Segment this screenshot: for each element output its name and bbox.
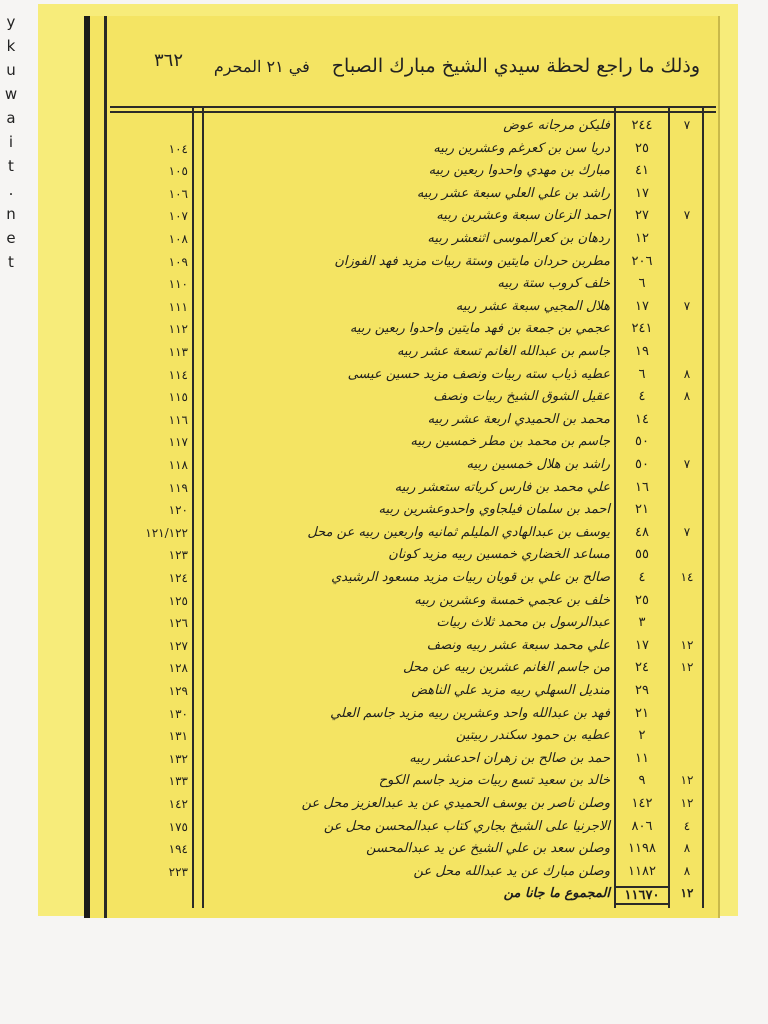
- entry-description: وصلن مبارك عن يد عبدالله محل عن: [413, 863, 610, 879]
- entry-description: فهد بن عبدالله واحد وعشرين ربيه مزيد جاسم العلي: [330, 705, 610, 721]
- entry-amount: ٢٧: [635, 208, 649, 224]
- ledger-row: [90, 613, 720, 636]
- entry-fraction: ٧: [683, 208, 691, 223]
- ledger-row: [90, 342, 720, 365]
- ledger-row: [90, 794, 720, 817]
- ledger-row: [90, 139, 720, 162]
- ledger-row: [90, 636, 720, 659]
- entry-reference: ١٢٩: [168, 684, 188, 698]
- page-title: وذلك ما راجع لحظة سيدي الشيخ مبارك الصباح: [331, 55, 700, 77]
- entry-description: عقيل الشوق الشيخ ربيات ونصف: [433, 389, 610, 405]
- entry-description: يوسف بن عبدالهادي المليلم ثمانيه واربعين ربيه عن محل: [307, 524, 610, 540]
- ledger-row: [90, 252, 720, 275]
- entry-fraction: ١٢: [680, 773, 694, 788]
- watermark-char: y: [6, 13, 16, 31]
- entry-fraction: ١٢: [680, 637, 694, 652]
- ledger-row: [90, 591, 720, 614]
- ledger-row: [90, 297, 720, 320]
- ledger-row: [90, 319, 720, 342]
- watermark-char: n: [6, 205, 16, 223]
- page-header: [150, 38, 700, 94]
- entry-reference: ١٩٤: [168, 842, 188, 857]
- ledger-row: [90, 658, 720, 681]
- ledger-row: [90, 523, 720, 546]
- entry-fraction: ٨: [683, 366, 691, 381]
- ledger-row: [90, 681, 720, 704]
- entry-reference: ١١٧: [168, 435, 188, 450]
- entry-reference: ١١٩: [168, 480, 188, 495]
- entry-description: خلف كروب ستة ربيه: [497, 276, 610, 292]
- entry-amount: ٦: [638, 276, 646, 292]
- entry-amount: ١٧: [635, 637, 649, 653]
- entry-reference: ١١٠: [168, 277, 188, 292]
- entry-amount: ٢٠٦: [631, 253, 653, 269]
- entry-description: خالد بن سعيد تسع ربيات مزيد جاسم الكوح: [378, 773, 610, 789]
- entry-reference: ١١١: [168, 299, 188, 314]
- entry-amount: ٦: [638, 366, 646, 382]
- entry-amount: ١٧: [635, 185, 649, 201]
- entry-reference: ١٢١/١٢٢: [145, 525, 188, 540]
- entry-fraction: ٧: [683, 524, 691, 539]
- entry-reference: ١٢٧: [168, 638, 188, 653]
- ledger-row: [90, 410, 720, 433]
- entry-amount: ٥٥: [635, 547, 649, 563]
- entry-reference: ١٠٤: [168, 141, 188, 156]
- entry-amount: ٤: [638, 389, 646, 405]
- entry-reference: ١١٤: [168, 367, 188, 382]
- entry-description: فليكن مرجانه عوض: [503, 118, 610, 133]
- entry-description: محمد بن الحميدي اربعة عشر ربيه: [427, 411, 610, 427]
- entry-amount: ٣: [638, 615, 646, 631]
- entry-description: وصلن سعد بن علي الشيخ عن يد عبدالمحسن: [366, 841, 610, 857]
- ledger-row: [90, 432, 720, 455]
- ledger-page: [84, 16, 720, 918]
- entry-fraction: ٨: [683, 841, 691, 856]
- ledger-row: [90, 206, 720, 229]
- total-row: [90, 884, 720, 907]
- entry-description: دريا سن بن كعرغم وعشرين ربيه: [433, 140, 610, 156]
- entry-description: احمد بن سلمان فيلجاوي واحدوعشرين ربيه: [378, 502, 610, 518]
- entry-amount: ٢٤١: [631, 321, 653, 337]
- entry-fraction: ١٤: [680, 570, 694, 584]
- entry-description: خلف بن عجمي خمسة وعشرين ربيه: [414, 592, 610, 608]
- entry-reference: ١٠٨: [168, 232, 188, 246]
- entry-reference: ١١٨: [168, 458, 188, 472]
- entry-description: مساعد الخضاري خمسين ربيه مزيد كونان: [388, 547, 610, 563]
- entry-fraction: ٧: [683, 457, 691, 471]
- watermark-char: a: [6, 109, 16, 127]
- entry-description: راشد بن هلال خمسين ربيه: [466, 457, 610, 472]
- entry-description: وصلن ناصر بن يوسف الحميدي عن يد عبدالعزيز محل عن: [301, 796, 610, 811]
- watermark-char: i: [8, 133, 14, 151]
- entry-amount: ٤٨: [635, 524, 649, 540]
- entry-amount: ٢١: [635, 502, 649, 518]
- entry-fraction: ٨: [683, 863, 691, 878]
- entry-reference: ١٧٥: [168, 819, 188, 834]
- header-rule: [110, 111, 716, 113]
- entry-reference: ٢٢٣: [168, 864, 188, 879]
- entry-amount: ١٧: [635, 298, 649, 314]
- header-rule: [110, 106, 716, 108]
- ledger-row: [90, 704, 720, 727]
- entry-amount: ٢١: [635, 705, 649, 721]
- ledger-row: [90, 116, 720, 139]
- entry-reference: ١٣١: [168, 729, 188, 744]
- ledger-row: [90, 545, 720, 568]
- scanned-sheet: [38, 4, 738, 916]
- entry-reference: ١٣٢: [168, 751, 188, 766]
- entry-reference: ١١٦: [168, 412, 188, 427]
- ledger-entries: [90, 116, 720, 918]
- entry-reference: ١٣٣: [168, 774, 188, 789]
- entry-amount: ١١: [635, 750, 649, 766]
- watermark-char: e: [6, 229, 16, 247]
- entry-description: مبارك بن مهدي واحدوا ربعين ربيه: [428, 163, 610, 179]
- entry-amount: ١٩: [635, 344, 649, 359]
- entry-description: علي محمد سبعة عشر ربيه ونصف: [426, 637, 610, 653]
- site-watermark: [0, 10, 22, 274]
- entry-amount: ٥٠: [635, 434, 649, 450]
- entry-amount: ٤١: [635, 163, 649, 179]
- entry-reference: ١٣٠: [168, 706, 188, 721]
- entry-amount: ١٢: [635, 231, 649, 246]
- entry-fraction: ١٢: [680, 886, 694, 901]
- entry-description: مطربن حردان مايتين وستة ربيات مزيد فهد الفوزان: [334, 253, 610, 269]
- ledger-row: [90, 455, 720, 478]
- entry-description: المجموع ما جانا من: [503, 886, 610, 902]
- entry-amount: ١٤٢: [631, 796, 653, 811]
- entry-amount: ٢٥: [635, 592, 649, 608]
- entry-amount: ٢٤٤: [631, 118, 653, 133]
- entry-reference: ١١٢: [168, 322, 188, 337]
- entry-description: عجمي بن جمعة بن فهد مايتين واحدوا ربعين ربيه: [349, 321, 610, 337]
- entry-reference: ١٠٥: [168, 164, 188, 179]
- entry-amount: ١١٨٢: [628, 863, 656, 879]
- entry-fraction: ١٢: [680, 796, 694, 810]
- entry-amount: ١١٩٨: [628, 841, 656, 857]
- watermark-char: k: [6, 37, 16, 55]
- entry-amount: ٢: [638, 728, 646, 744]
- ledger-row: [90, 817, 720, 840]
- entry-fraction: ١٢: [680, 660, 694, 675]
- entry-reference: ١١٣: [168, 345, 188, 359]
- entry-description: من جاسم الغانم عشرين ربيه عن محل: [403, 660, 610, 676]
- entry-reference: ١٠٧: [168, 209, 188, 224]
- entry-reference: ١١٥: [168, 390, 188, 405]
- entry-reference: ١٤٢: [168, 797, 188, 811]
- ledger-row: [90, 568, 720, 591]
- ledger-row: [90, 862, 720, 885]
- watermark-char: w: [4, 85, 18, 103]
- entry-description: جاسم بن محمد بن مطر خمسين ربيه: [410, 434, 610, 450]
- header-date: في ٢١ المحرم: [213, 56, 310, 76]
- entry-description: عطيه بن حمود سكندر ربيتين: [455, 728, 610, 744]
- entry-description: الاجرنيا على الشيخ بجاري كتاب عبدالمحسن محل عن: [323, 818, 610, 834]
- watermark-char: t: [8, 157, 14, 175]
- ledger-row: [90, 771, 720, 794]
- watermark-char: u: [6, 61, 16, 79]
- entry-description: منديل السهلي ربيه مزيد علي الناهض: [411, 683, 610, 698]
- entry-amount: ٩: [638, 773, 646, 789]
- entry-amount: ٢٩: [635, 683, 649, 698]
- entry-description: علي محمد بن فارس كرياته ستعشر ربيه: [394, 479, 610, 495]
- entry-description: عطيه ذياب سته ربيات ونصف مزيد حسين عيسى: [347, 366, 610, 382]
- entry-fraction: ٧: [683, 298, 691, 313]
- ledger-row: [90, 274, 720, 297]
- entry-amount: ١١٦٧٠: [616, 886, 668, 905]
- entry-description: حمد بن صالح بن زهران احدعشر ربيه: [409, 750, 610, 766]
- ledger-row: [90, 500, 720, 523]
- entry-description: ردهان بن كعرالموسى اثنعشر ربيه: [427, 231, 610, 246]
- entry-amount: ٢٥: [635, 140, 649, 156]
- entry-description: راشد بن علي العلي سبعة عشر ربيه: [416, 185, 610, 201]
- entry-description: عبدالرسول بن محمد ثلاث ربيات: [436, 615, 610, 631]
- entry-amount: ١٦: [635, 479, 649, 495]
- entry-reference: ١٢٦: [168, 616, 188, 631]
- ledger-row: [90, 749, 720, 772]
- ledger-row: [90, 229, 720, 252]
- entry-description: جاسم بن عبدالله الغانم تسعة عشر ربيه: [396, 344, 610, 359]
- watermark-char: t: [8, 253, 14, 271]
- entry-reference: ١٢٥: [168, 593, 188, 608]
- entry-fraction: ٨: [683, 389, 691, 404]
- entry-reference: ١٢٣: [168, 548, 188, 563]
- entry-reference: ١٠٦: [168, 186, 188, 201]
- entry-amount: ٥٠: [635, 457, 649, 472]
- entry-reference: ١٢٨: [168, 661, 188, 676]
- entry-reference: ١٠٩: [168, 254, 188, 269]
- entry-fraction: ٤: [683, 818, 691, 833]
- entry-amount: ٤: [638, 570, 646, 585]
- entry-amount: ٢٤: [635, 660, 649, 676]
- ledger-row: [90, 839, 720, 862]
- ledger-row: [90, 184, 720, 207]
- ledger-row: [90, 387, 720, 410]
- ledger-row: [90, 161, 720, 184]
- entry-amount: ٨٠٦: [631, 818, 653, 834]
- entry-fraction: ٧: [683, 118, 691, 132]
- entry-reference: ١٢٤: [168, 571, 188, 585]
- page-number: ٣٦٢: [154, 50, 184, 71]
- watermark-char: .: [8, 181, 14, 199]
- ledger-row: [90, 726, 720, 749]
- ledger-row: [90, 365, 720, 388]
- ledger-row: [90, 478, 720, 501]
- entry-reference: ١٢٠: [168, 503, 188, 518]
- entry-description: صالح بن علي بن قويان ربيات مزيد مسعود الرشيدي: [331, 570, 610, 585]
- entry-description: هلال المجيي سبعة عشر ربيه: [455, 298, 610, 314]
- entry-amount: ١٤: [635, 411, 649, 427]
- entry-description: احمد الزعان سبعة وعشرين ربيه: [436, 208, 610, 224]
